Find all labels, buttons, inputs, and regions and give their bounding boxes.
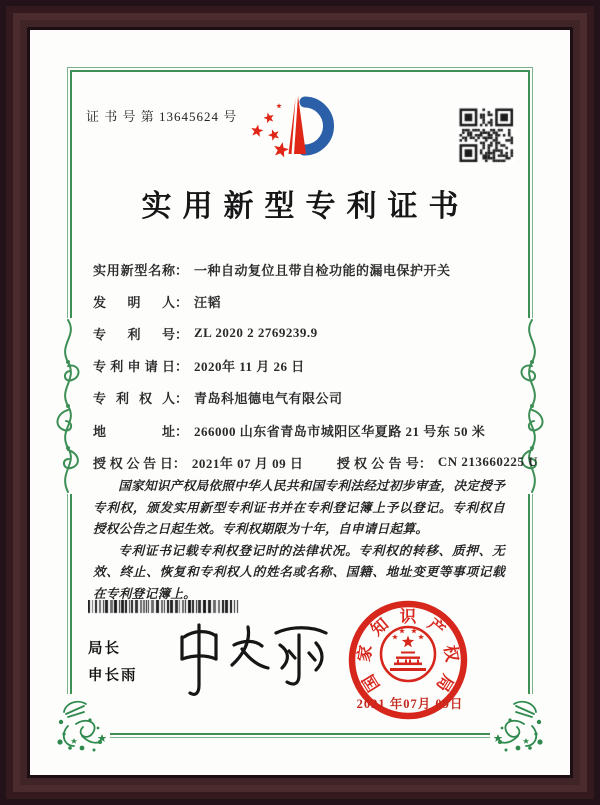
field-label: 专利号 [93, 326, 175, 342]
page-title: 实用新型专利证书 [141, 190, 470, 223]
field-label: 地址 [93, 423, 175, 439]
field-list [93, 253, 538, 478]
field-colon: ： [175, 359, 189, 375]
svg-text:产: 产 [423, 614, 449, 640]
director-signature-icon [168, 613, 338, 701]
field-colon: ： [175, 326, 189, 342]
svg-text:知: 知 [367, 614, 393, 640]
field-value: ZL 2020 2 2769239.9 [194, 325, 318, 341]
field-colon: ： [175, 423, 189, 439]
legal-paragraph: 国家知识产权局依照中华人民共和国专利法经过初步审查，决定授予专利权，颁发实用新型专利证书并在专利登记簿上予以登记。专利权自授权公告之日起生效。专利权期限为十年，自申请日起算。 [93, 479, 505, 536]
field-value: 一种自动复位且带自检功能的漏电保护开关 [194, 262, 451, 278]
field-label: 专利申请日 [93, 359, 175, 375]
field-colon: ： [175, 294, 189, 310]
barcode [88, 600, 240, 614]
svg-text:国: 国 [358, 671, 384, 696]
field-colon: ： [175, 262, 189, 278]
director-name: 申长雨 [88, 668, 138, 684]
field-colon: ： [418, 455, 432, 471]
flourish-left-icon [52, 318, 84, 494]
grant-number-label: 授权公告号 [336, 455, 419, 471]
field-value: 青岛科旭德电气有限公司 [194, 391, 343, 407]
field-value: 汪韬 [194, 294, 222, 310]
field-row [93, 350, 538, 382]
field-value: 2020年 11 月 26 日 [194, 359, 305, 375]
field-label: 实用新型名称 [93, 262, 175, 278]
field-row [93, 285, 538, 317]
field-label: 专利权人 [93, 391, 175, 407]
legal-paragraph: 专利证书记载专利权登记时的法律状况。专利权的转移、质押、无效、终止、恢复和专利权人的姓名或名称、国籍、地址变更等事项记载在专利登记簿上。 [93, 543, 505, 601]
cnipa-logo-icon [245, 92, 357, 172]
field-row [93, 414, 538, 446]
svg-text:家: 家 [354, 643, 376, 664]
field-row-grant [93, 446, 538, 478]
legal-text [93, 476, 505, 605]
svg-text:识: 识 [399, 607, 417, 626]
field-row [93, 253, 538, 285]
field-label: 发明人 [93, 294, 175, 310]
field-row [93, 382, 538, 414]
field-row [93, 317, 538, 349]
field-colon: ： [175, 391, 189, 407]
seal-date: 2021 年07月 09日 [356, 697, 464, 711]
corner-ornament-right-icon [492, 698, 546, 754]
grant-date-label: 授权公告日 [93, 455, 173, 471]
corner-ornament-left-icon [54, 698, 108, 754]
grant-number-value: CN 213660225 U [437, 454, 538, 470]
certificate-number: 证 书 号 第 13645624 号 [86, 109, 238, 124]
field-value: 266000 山东省青岛市城阳区华夏路 21 号东 50 米 [194, 423, 486, 439]
svg-text:权: 权 [440, 643, 462, 664]
field-colon: ： [172, 455, 186, 471]
svg-text:局: 局 [432, 671, 458, 696]
qr-code [457, 106, 515, 164]
director-block [88, 636, 138, 690]
director-title: 局长 [88, 641, 121, 657]
grant-date-value: 2021年 07 月 09 日 [191, 455, 304, 471]
certificate-paper [30, 30, 570, 775]
